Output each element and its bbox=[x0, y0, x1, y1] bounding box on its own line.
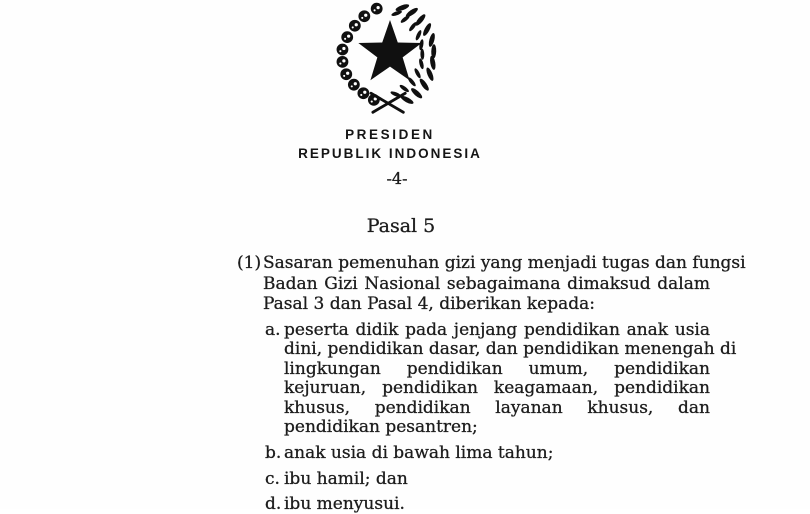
page-number: -4- bbox=[0, 169, 794, 188]
clause-item-list bbox=[265, 321, 710, 514]
clause-line: Pasal 3 dan Pasal 4, diberikan kepada: bbox=[263, 294, 710, 315]
presidential-seal-emblem bbox=[329, 1, 451, 117]
item-a-line: kejuruan, pendidikan keagamaan, pendidikan bbox=[284, 379, 710, 399]
item-c bbox=[265, 469, 710, 489]
item-b bbox=[265, 443, 710, 463]
item-a-line: khusus, pendidikan layanan khusus, dan bbox=[284, 399, 710, 419]
article-body bbox=[237, 253, 710, 514]
clause-text bbox=[263, 253, 710, 315]
article-title: Pasal 5 bbox=[0, 215, 802, 237]
item-d-text bbox=[284, 494, 710, 514]
letterhead-line1: PRESIDEN bbox=[0, 127, 780, 142]
item-d bbox=[265, 494, 710, 514]
item-c-text bbox=[284, 469, 710, 489]
item-b-text bbox=[284, 443, 710, 463]
item-d-line: ibu menyusui. bbox=[284, 494, 710, 514]
clause-line: Badan Gizi Nasional sebagaimana dimaksud dalam bbox=[263, 274, 710, 295]
clause-line: Sasaran pemenuhan gizi yang menjadi tugas dan fungsi bbox=[263, 253, 710, 274]
clause-number: (1) bbox=[237, 253, 263, 315]
item-b-line: anak usia di bawah lima tahun; bbox=[284, 443, 710, 463]
item-c-label: c. bbox=[265, 469, 284, 489]
letterhead-line2: REPUBLIK INDONESIA bbox=[0, 146, 780, 161]
clause-1 bbox=[237, 253, 710, 315]
item-a bbox=[265, 321, 710, 438]
item-a-line: dini, pendidikan dasar, dan pendidikan menengah di bbox=[284, 340, 710, 360]
item-d-label: d. bbox=[265, 494, 284, 514]
item-a-label: a. bbox=[265, 321, 284, 438]
item-b-label: b. bbox=[265, 443, 284, 463]
item-a-line: peserta didik pada jenjang pendidikan anak usia bbox=[284, 321, 710, 341]
item-a-text bbox=[284, 321, 710, 438]
item-a-line: lingkungan pendidikan umum, pendidikan bbox=[284, 360, 710, 380]
item-c-line: ibu hamil; dan bbox=[284, 469, 710, 489]
item-a-line: pendidikan pesantren; bbox=[284, 418, 710, 438]
